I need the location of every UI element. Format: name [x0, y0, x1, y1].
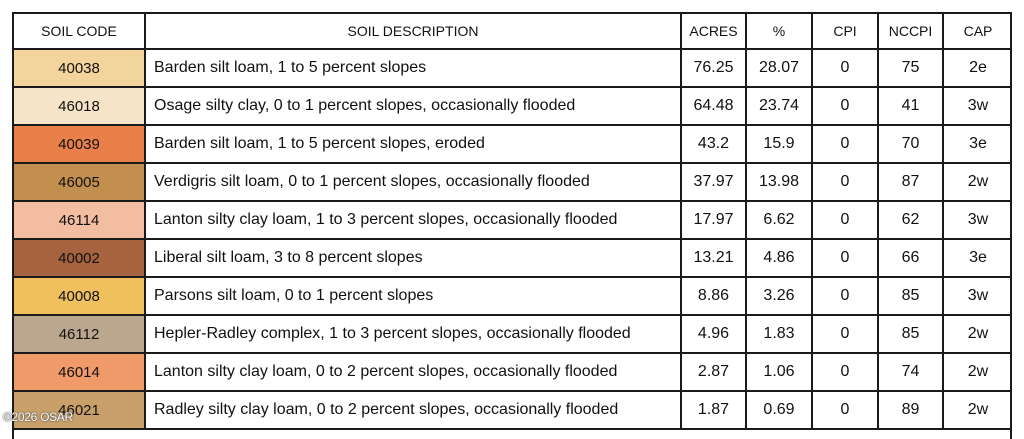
cpi-cell: 0 — [812, 239, 878, 277]
cpi-cell: 0 — [812, 391, 878, 429]
soil-description-cell: Hepler-Radley complex, 1 to 3 percent slopes, occasionally flooded — [145, 315, 681, 353]
cpi-cell: 0 — [812, 277, 878, 315]
soil-description-cell: Parsons silt loam, 0 to 1 percent slopes — [145, 277, 681, 315]
cap-cell: 3e — [943, 125, 1012, 163]
nccpi-cell: 87 — [878, 163, 943, 201]
soil-description-cell: Barden silt loam, 1 to 5 percent slopes — [145, 49, 681, 87]
cap-cell: 3w — [943, 201, 1012, 239]
cap-cell: 2w — [943, 391, 1012, 429]
soil-code-cell: 40008 — [13, 277, 145, 315]
header-cpi: CPI — [812, 13, 878, 49]
nccpi-cell: 89 — [878, 391, 943, 429]
cpi-cell: 0 — [812, 315, 878, 353]
acres-cell: 76.25 — [681, 49, 746, 87]
soil-description-cell: Barden silt loam, 1 to 5 percent slopes, eroded — [145, 125, 681, 163]
soil-table-container — [12, 12, 1012, 439]
soil-description-cell: Lanton silty clay loam, 1 to 3 percent slopes, occasionally flooded — [145, 201, 681, 239]
table-header-row — [13, 13, 1012, 49]
table-row — [13, 49, 1012, 87]
cpi-cell: 0 — [812, 201, 878, 239]
header-percent: % — [746, 13, 812, 49]
acres-cell: 8.86 — [681, 277, 746, 315]
nccpi-cell: 41 — [878, 87, 943, 125]
acres-cell: 4.96 — [681, 315, 746, 353]
soil-code-cell: 40039 — [13, 125, 145, 163]
cap-cell: 3w — [943, 87, 1012, 125]
percent-cell: 28.07 — [746, 49, 812, 87]
copyright-watermark: ©2026 OSAR — [3, 410, 73, 424]
cpi-cell: 0 — [812, 163, 878, 201]
nccpi-cell: 62 — [878, 201, 943, 239]
acres-cell: 13.21 — [681, 239, 746, 277]
cap-cell: 2e — [943, 49, 1012, 87]
percent-cell: 3.26 — [746, 277, 812, 315]
acres-cell: 43.2 — [681, 125, 746, 163]
soil-code-cell: 46021 — [13, 391, 145, 429]
soil-code-cell: 46005 — [13, 163, 145, 201]
cap-cell: 2w — [943, 315, 1012, 353]
soil-description-cell: Lanton silty clay loam, 0 to 2 percent slopes, occasionally flooded — [145, 353, 681, 391]
soil-description-cell: Radley silty clay loam, 0 to 2 percent slopes, occasionally flooded — [145, 391, 681, 429]
nccpi-cell: 85 — [878, 315, 943, 353]
percent-cell: 23.74 — [746, 87, 812, 125]
soil-description-cell: Liberal silt loam, 3 to 8 percent slopes — [145, 239, 681, 277]
nccpi-cell: 74 — [878, 353, 943, 391]
soil-description-cell: Osage silty clay, 0 to 1 percent slopes, occasionally flooded — [145, 87, 681, 125]
soil-code-cell: 46014 — [13, 353, 145, 391]
table-row — [13, 353, 1012, 391]
soil-code-cell: 46114 — [13, 201, 145, 239]
soil-code-cell: 40002 — [13, 239, 145, 277]
nccpi-cell: 66 — [878, 239, 943, 277]
percent-cell: 13.98 — [746, 163, 812, 201]
cap-cell: 3e — [943, 239, 1012, 277]
cpi-cell: 0 — [812, 353, 878, 391]
acres-cell: 17.97 — [681, 201, 746, 239]
cap-cell: 2w — [943, 353, 1012, 391]
percent-cell: 6.62 — [746, 201, 812, 239]
header-soil-code: SOIL CODE — [13, 13, 145, 49]
soil-description-cell: Verdigris silt loam, 0 to 1 percent slopes, occasionally flooded — [145, 163, 681, 201]
soil-code-cell: 46112 — [13, 315, 145, 353]
header-soil-description: SOIL DESCRIPTION — [145, 13, 681, 49]
cpi-cell: 0 — [812, 87, 878, 125]
nccpi-cell: 85 — [878, 277, 943, 315]
cpi-cell: 0 — [812, 125, 878, 163]
nccpi-cell: 75 — [878, 49, 943, 87]
acres-cell: 64.48 — [681, 87, 746, 125]
table-row — [13, 391, 1012, 429]
percent-cell: 1.06 — [746, 353, 812, 391]
header-nccpi: NCCPI — [878, 13, 943, 49]
acres-cell: 37.97 — [681, 163, 746, 201]
table-row — [13, 315, 1012, 353]
soil-code-cell: 40038 — [13, 49, 145, 87]
percent-cell: 4.86 — [746, 239, 812, 277]
acres-cell: 1.87 — [681, 391, 746, 429]
header-acres: ACRES — [681, 13, 746, 49]
table-row — [13, 201, 1012, 239]
table-row — [13, 163, 1012, 201]
soil-table — [12, 12, 1012, 430]
header-cap: CAP — [943, 13, 1012, 49]
soil-code-cell: 46018 — [13, 87, 145, 125]
nccpi-cell: 70 — [878, 125, 943, 163]
percent-cell: 15.9 — [746, 125, 812, 163]
table-row — [13, 125, 1012, 163]
table-row — [13, 277, 1012, 315]
cap-cell: 2w — [943, 163, 1012, 201]
acres-cell: 2.87 — [681, 353, 746, 391]
percent-cell: 0.69 — [746, 391, 812, 429]
table-row — [13, 87, 1012, 125]
percent-cell: 1.83 — [746, 315, 812, 353]
cap-cell: 3w — [943, 277, 1012, 315]
table-row — [13, 239, 1012, 277]
cpi-cell: 0 — [812, 49, 878, 87]
